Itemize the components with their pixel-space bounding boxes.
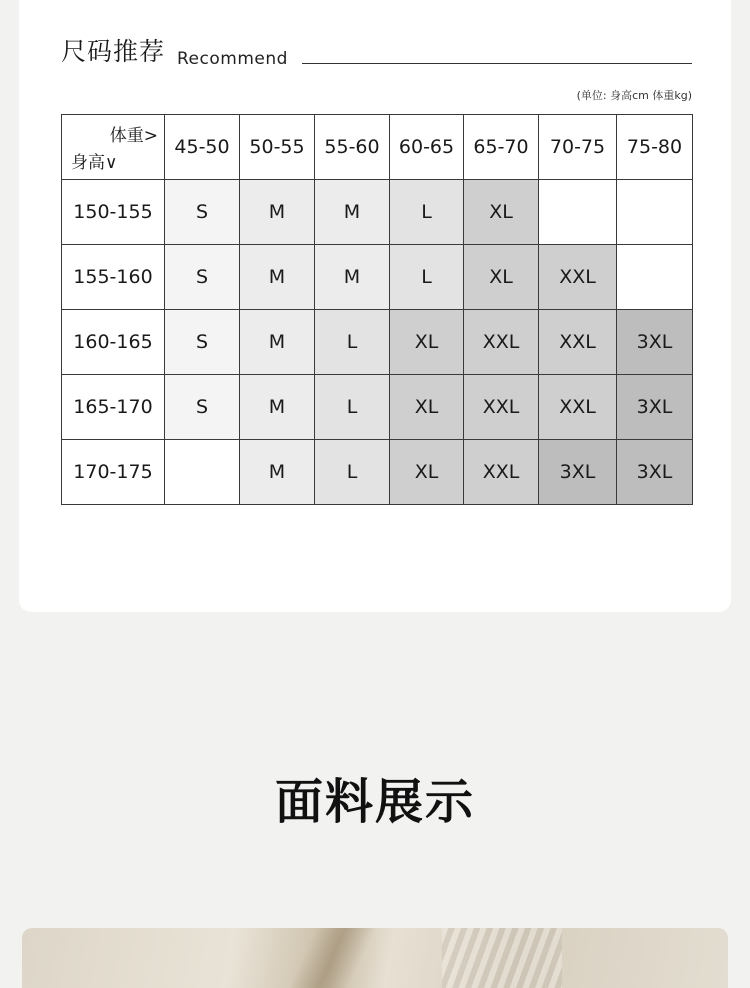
size-cell: XL bbox=[390, 375, 464, 440]
weight-column-header: 50-55 bbox=[240, 115, 315, 180]
size-cell: L bbox=[390, 180, 464, 245]
size-cell: L bbox=[315, 310, 390, 375]
table-row bbox=[62, 180, 693, 245]
size-cell: 3XL bbox=[617, 375, 693, 440]
size-cell: S bbox=[165, 180, 240, 245]
size-cell bbox=[539, 180, 617, 245]
size-cell: XL bbox=[464, 245, 539, 310]
fabric-fold-shadow bbox=[288, 928, 376, 988]
title-divider bbox=[302, 63, 692, 64]
weight-column-header: 65-70 bbox=[464, 115, 539, 180]
size-cell: S bbox=[165, 310, 240, 375]
section-title-en: Recommend bbox=[177, 49, 288, 69]
unit-note: (单位: 身高cm 体重kg) bbox=[576, 89, 692, 102]
weight-column-header: 75-80 bbox=[617, 115, 693, 180]
size-cell: 3XL bbox=[617, 440, 693, 505]
size-cell: XXL bbox=[539, 245, 617, 310]
table-row bbox=[62, 375, 693, 440]
table-row bbox=[62, 245, 693, 310]
height-row-label: 150-155 bbox=[62, 180, 165, 245]
section-title-cn: 尺码推荐 bbox=[61, 37, 166, 66]
weight-column-header: 60-65 bbox=[390, 115, 464, 180]
size-cell: M bbox=[240, 375, 315, 440]
size-cell: XXL bbox=[464, 440, 539, 505]
weight-axis-label: 体重> bbox=[109, 126, 158, 146]
size-cell: M bbox=[240, 245, 315, 310]
size-cell: XL bbox=[390, 310, 464, 375]
size-cell: XXL bbox=[539, 310, 617, 375]
table-corner-cell bbox=[62, 115, 165, 180]
weight-column-header: 55-60 bbox=[315, 115, 390, 180]
size-cell: L bbox=[315, 375, 390, 440]
table-row bbox=[62, 310, 693, 375]
height-row-label: 170-175 bbox=[62, 440, 165, 505]
height-row-label: 155-160 bbox=[62, 245, 165, 310]
size-cell: XXL bbox=[464, 375, 539, 440]
weight-column-header: 45-50 bbox=[165, 115, 240, 180]
fabric-texture bbox=[442, 928, 562, 988]
size-cell: M bbox=[315, 245, 390, 310]
size-cell: XXL bbox=[539, 375, 617, 440]
size-cell: M bbox=[240, 310, 315, 375]
size-recommend-header bbox=[61, 34, 692, 74]
size-cell: M bbox=[240, 440, 315, 505]
size-cell: M bbox=[240, 180, 315, 245]
size-cell: XL bbox=[464, 180, 539, 245]
size-cell bbox=[617, 180, 693, 245]
height-row-label: 160-165 bbox=[62, 310, 165, 375]
size-cell: 3XL bbox=[617, 310, 693, 375]
size-cell: XL bbox=[390, 440, 464, 505]
size-cell bbox=[165, 440, 240, 505]
fabric-section-title: 面料展示 bbox=[274, 774, 475, 830]
size-cell: M bbox=[315, 180, 390, 245]
size-cell: XXL bbox=[464, 310, 539, 375]
height-row-label: 165-170 bbox=[62, 375, 165, 440]
size-table bbox=[61, 114, 693, 505]
weight-column-header: 70-75 bbox=[539, 115, 617, 180]
size-cell: L bbox=[390, 245, 464, 310]
table-row bbox=[62, 440, 693, 505]
size-cell: S bbox=[165, 375, 240, 440]
fabric-image bbox=[22, 928, 728, 988]
size-cell: 3XL bbox=[539, 440, 617, 505]
size-cell: S bbox=[165, 245, 240, 310]
size-cell bbox=[617, 245, 693, 310]
height-axis-label: 身高∨ bbox=[71, 153, 118, 173]
table-header-row bbox=[62, 115, 693, 180]
size-cell: L bbox=[315, 440, 390, 505]
